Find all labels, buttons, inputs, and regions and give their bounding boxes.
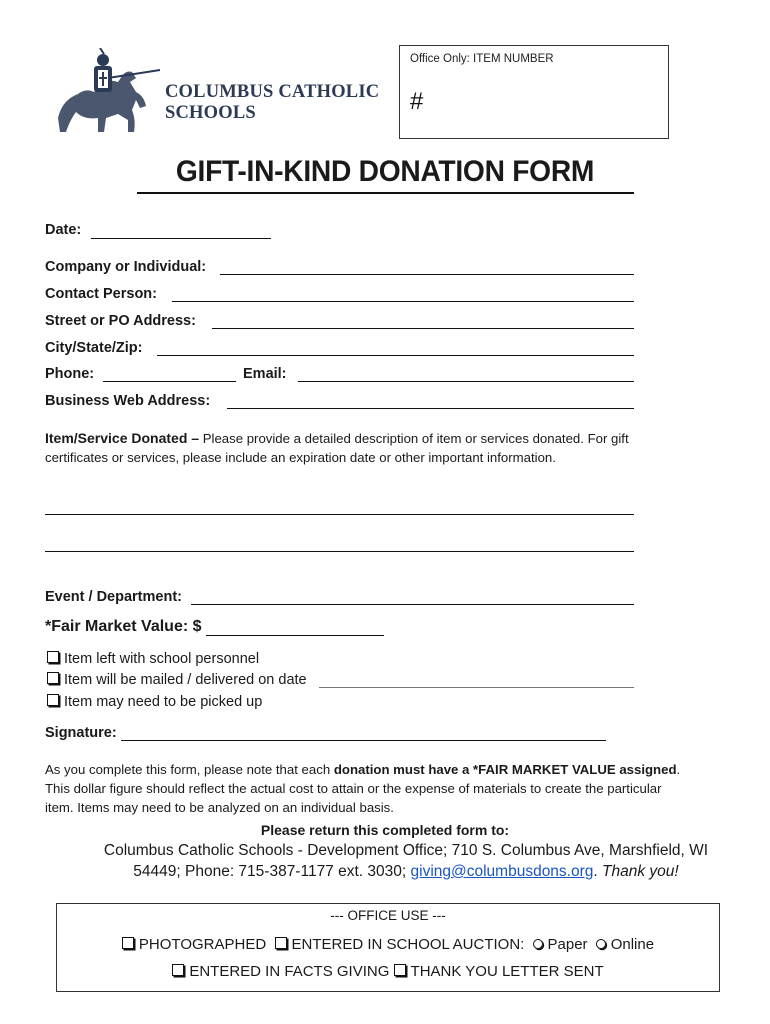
logo-text (165, 82, 379, 124)
giving-email-link[interactable]: giving@columbusdons.org (410, 863, 594, 880)
paper-label: Paper (547, 936, 588, 953)
fmv-note (45, 760, 745, 817)
return-heading: Please return this completed form to: (260, 822, 510, 838)
date-label: Date: (45, 222, 82, 238)
return-address (0, 840, 770, 882)
note-pre: As you complete this form, please note that each (45, 762, 334, 777)
radio-icon[interactable] (533, 939, 543, 949)
return-line-1: Columbus Catholic Schools - Development Office; 710 S. Columbus Ave, Marshfield, WI (103, 842, 709, 859)
note-bold: donation must have a *FAIR MARKET VALUE assigned (333, 762, 677, 777)
event-label: Event / Department: (45, 589, 182, 605)
return-line-2: 54449; Phone: 715-387-1177 ext. 3030; (133, 863, 411, 880)
event-field[interactable] (191, 604, 634, 605)
entered-auction-label: ENTERED IN SCHOOL AUCTION: (291, 936, 525, 953)
office-only-label: Office Only: ITEM NUMBER (410, 53, 554, 65)
checkbox-icon[interactable] (122, 937, 134, 949)
option-label: Item will be mailed / delivered on date (64, 672, 307, 688)
item-service-label: Item/Service Donated – (45, 430, 200, 446)
company-field[interactable] (220, 274, 634, 275)
logo-line-1: COLUMBUS CATHOLIC (165, 82, 380, 102)
checkbox-icon[interactable] (172, 964, 184, 976)
contact-label: Contact Person: (45, 286, 157, 302)
office-use-heading: --- OFFICE USE --- (330, 908, 446, 923)
checkbox-icon[interactable] (47, 651, 59, 663)
delivery-date-field[interactable] (319, 687, 634, 688)
checkbox-icon[interactable] (275, 937, 287, 949)
office-use-row-2 (56, 963, 720, 980)
item-description-line-1[interactable] (45, 514, 634, 515)
thank-you-text: Thank you! (602, 863, 679, 880)
note-line-3: item. Items may need to be analyzed on an individual basis. (45, 800, 394, 815)
checkbox-icon[interactable] (47, 694, 59, 706)
contact-field[interactable] (172, 301, 634, 302)
note-post: . (676, 762, 681, 777)
knight-on-horse-icon (48, 48, 168, 140)
checkbox-icon[interactable] (394, 964, 406, 976)
company-label: Company or Individual: (45, 259, 207, 275)
photographed-label: PHOTOGRAPHED (138, 936, 267, 953)
email-label: Email: (243, 366, 287, 382)
phone-label: Phone: (45, 366, 95, 382)
online-label: Online (610, 936, 655, 953)
option-left-with-personnel[interactable] (47, 651, 259, 667)
signature-label: Signature: (45, 725, 117, 741)
option-mailed-delivered[interactable] (47, 672, 307, 688)
item-description-line-2[interactable] (45, 551, 634, 552)
email-field[interactable] (298, 381, 634, 382)
form-title: GIFT-IN-KIND DONATION FORM (175, 155, 595, 188)
title-underline (137, 192, 634, 194)
radio-icon[interactable] (596, 939, 606, 949)
fmv-label: *Fair Market Value: $ (45, 618, 202, 635)
city-field[interactable] (157, 355, 634, 356)
city-label: City/State/Zip: (45, 340, 143, 356)
item-service-desc-2: certificates or services, please include an expiration date or other important information. (45, 450, 556, 465)
item-service-instructions (45, 429, 725, 467)
fmv-field[interactable] (206, 635, 384, 636)
phone-field[interactable] (103, 381, 236, 382)
item-number-hash: # (410, 88, 424, 115)
web-field[interactable] (227, 408, 634, 409)
note-line-2: This dollar figure should reflect the actual cost to attain or the expense of materials to create the particular (45, 781, 662, 796)
street-label: Street or PO Address: (45, 313, 196, 329)
option-label: Item may need to be picked up (64, 694, 263, 710)
option-label: Item left with school personnel (64, 651, 260, 667)
entered-facts-label: ENTERED IN FACTS GIVING (189, 963, 390, 980)
thank-you-letter-label: THANK YOU LETTER SENT (410, 963, 604, 980)
checkbox-icon[interactable] (47, 672, 59, 684)
item-service-desc-1: Please provide a detailed description of item or services donated. For gift (199, 431, 629, 446)
office-use-row-1 (56, 936, 720, 953)
logo-line-2: SCHOOLS (165, 103, 256, 123)
return-line-2-post: . (593, 863, 603, 880)
date-field[interactable] (91, 238, 271, 239)
option-picked-up[interactable] (47, 694, 262, 710)
street-field[interactable] (212, 328, 634, 329)
web-label: Business Web Address: (45, 393, 211, 409)
signature-field[interactable] (121, 740, 606, 741)
